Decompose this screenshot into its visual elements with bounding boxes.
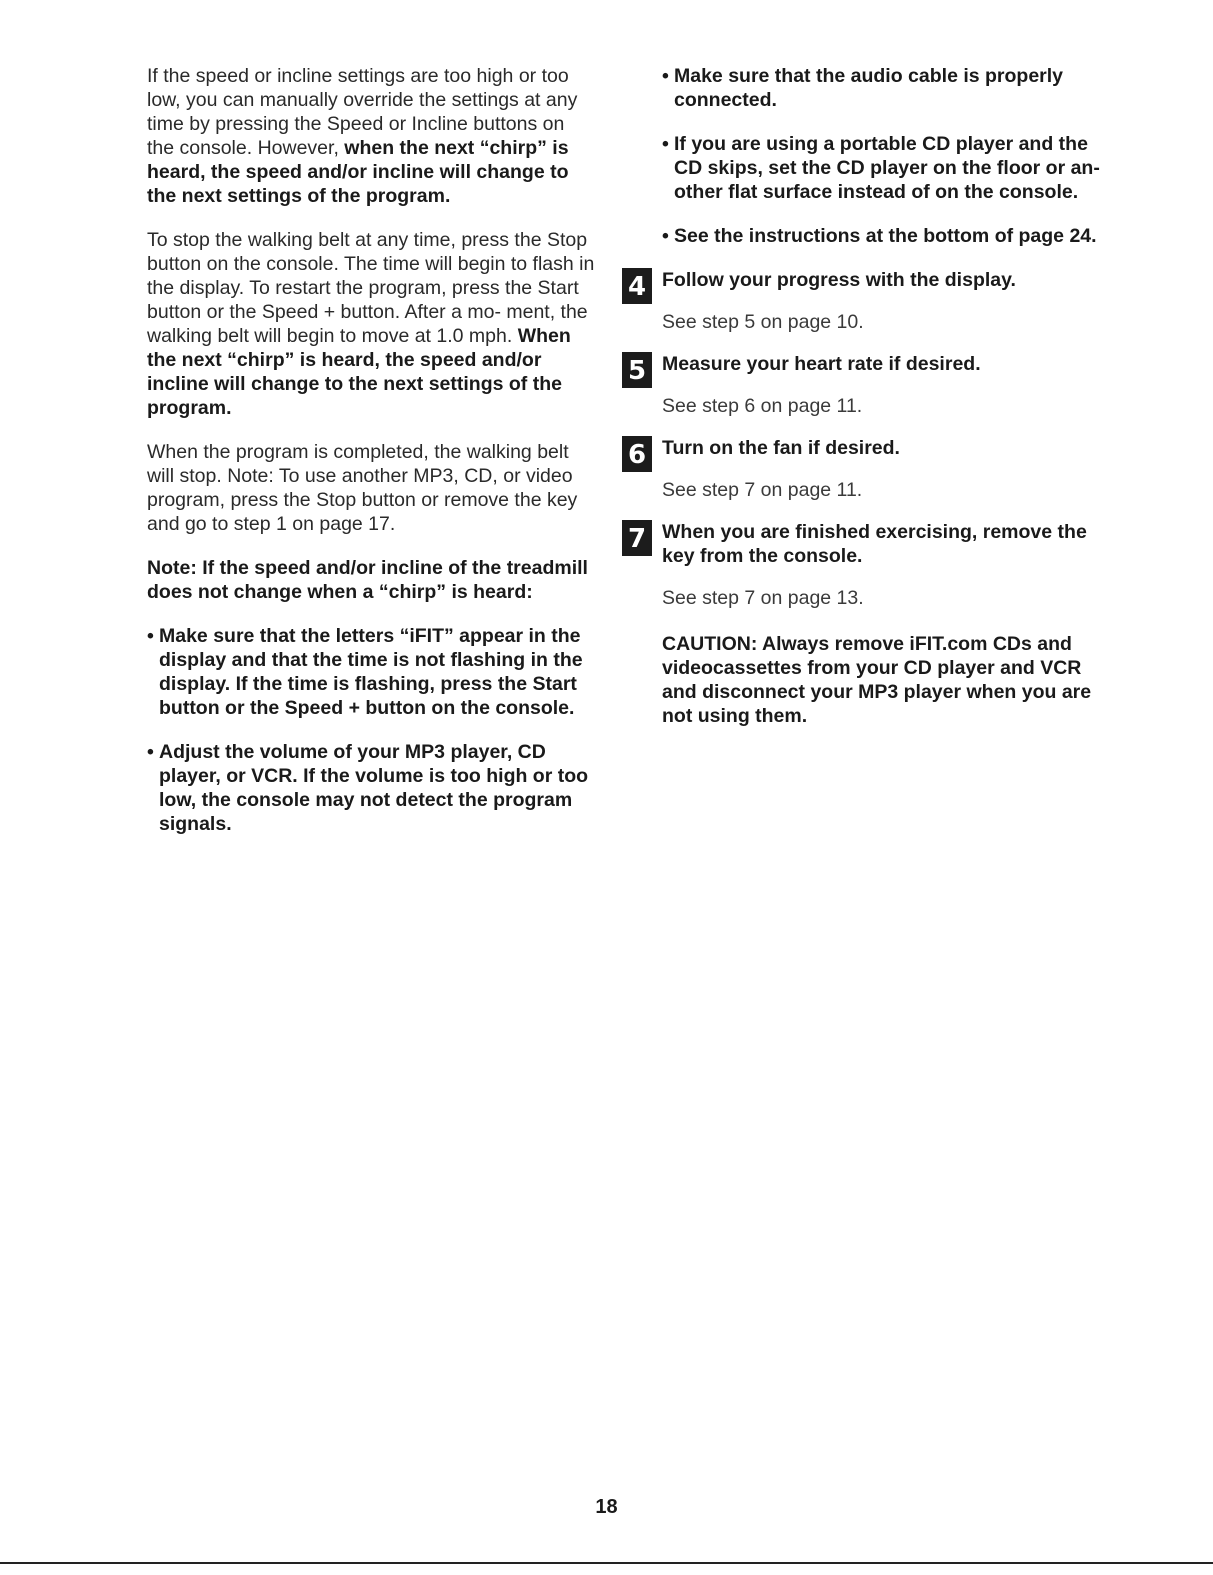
bullet-see-instructions xyxy=(622,224,1100,248)
left-column xyxy=(147,64,595,856)
step-number-badge: 6 xyxy=(622,436,652,472)
bullet-ifit-display xyxy=(147,624,595,720)
bottom-rule xyxy=(0,1562,1213,1564)
step-heading: Follow your progress with the display. xyxy=(662,269,1016,291)
bullet-text: If you are using a portable CD player and the CD skips, set the CD player on the floor or an- other flat surface instead of on the console. xyxy=(674,133,1100,203)
bullet-text: Make sure that the audio cable is properly connected. xyxy=(674,65,1064,111)
step-7 xyxy=(622,520,1100,568)
paragraph-completed: When the program is completed, the walking belt will stop. Note: To use another MP3, CD, or video program, press the Stop button or remove the key and go to step 1 on page 17. xyxy=(147,441,578,535)
step-heading: When you are finished exercising, remove the key from the console. xyxy=(662,521,1087,567)
paragraph-override xyxy=(147,64,595,208)
step-7-reference: See step 7 on page 13. xyxy=(662,587,864,609)
step-heading: Measure your heart rate if desired. xyxy=(662,353,981,375)
bullet-cd-skips xyxy=(622,132,1100,204)
bullet-text: Adjust the volume of your MP3 player, CD player, or VCR. If the volume is too high or too low, the console may not detect the program signals. xyxy=(159,741,589,835)
step-5 xyxy=(622,352,1100,386)
bullet-audio-cable xyxy=(622,64,1100,112)
stop-text: To stop the walking belt at any time, press the Stop button on the console. The time will begin to flash in the display. To restart the program, press the Start button or the Speed + button. After a mo- ment, the walking belt will begin to move at 1.0 mph. xyxy=(147,229,595,347)
bullet-dot: • xyxy=(662,133,669,155)
step-number-badge: 5 xyxy=(622,352,652,388)
bullet-dot: • xyxy=(662,225,669,247)
step-4-reference: See step 5 on page 10. xyxy=(662,311,864,333)
override-text: If the speed or incline settings are too high or too low, you can manually override the settings at any time by pressing the Speed or Incline buttons on the console. However, xyxy=(147,65,578,159)
step-5-reference: See step 6 on page 11. xyxy=(662,395,863,417)
bullet-text: See the instructions at the bottom of page 24. xyxy=(674,225,1097,247)
step-number-badge: 7 xyxy=(622,520,652,556)
note-heading: Note: If the speed and/or incline of the treadmill does not change when a “chirp” is heard: xyxy=(147,557,588,603)
right-column xyxy=(622,64,1100,748)
paragraph-stop xyxy=(147,228,595,420)
step-heading: Turn on the fan if desired. xyxy=(662,437,900,459)
bullet-text: Make sure that the letters “iFIT” appear in the display and that the time is not flashing in the display. If the time is flashing, press the Start button or the Speed + button on the console. xyxy=(159,625,583,719)
page-number: 18 xyxy=(595,1496,618,1518)
step-4 xyxy=(622,268,1100,302)
bullet-dot: • xyxy=(147,625,154,647)
step-6-reference: See step 7 on page 11. xyxy=(662,479,863,501)
bullet-dot: • xyxy=(147,741,154,763)
step-number-badge: 4 xyxy=(622,268,652,304)
bullet-dot: • xyxy=(662,65,669,87)
step-6 xyxy=(622,436,1100,470)
caution-notice: CAUTION: Always remove iFIT.com CDs and videocassettes from your CD player and VCR and disconnect your MP3 player when you are not using them. xyxy=(662,633,1092,727)
stop-bold-text: When the next “chirp” is heard, the speed and/or incline will change to the next settings of the program. xyxy=(147,325,571,419)
bullet-adjust-volume xyxy=(147,740,595,836)
override-bold-text: when the next “chirp” is heard, the speed and/or incline will change to the next settings of the program. xyxy=(147,137,569,207)
